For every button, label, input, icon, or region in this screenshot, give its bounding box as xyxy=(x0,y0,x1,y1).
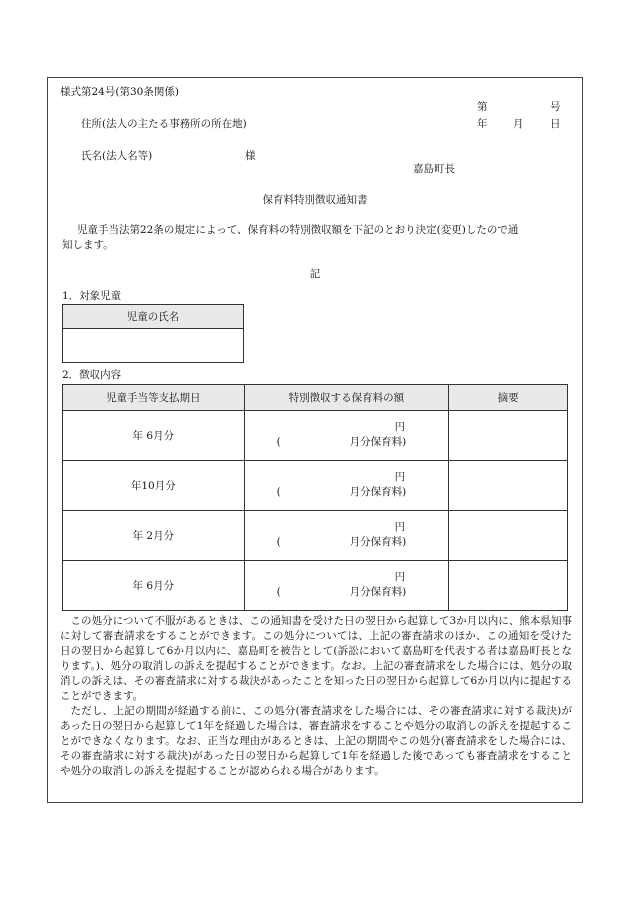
notice-text xyxy=(60,614,572,779)
header-amount: 特別徴収する保育料の額 xyxy=(244,385,449,411)
document-title: 保育料特別徴収通知書 xyxy=(262,194,368,206)
month-detail: 月分保育料) xyxy=(349,586,407,598)
period-cell: 年10月分 xyxy=(63,461,245,511)
table-row xyxy=(63,511,568,561)
name-label: 氏名(法人名等) xyxy=(81,150,153,162)
remarks-cell xyxy=(449,511,568,561)
form-id: 様式第24号(第30条関係) xyxy=(60,86,179,98)
table-row xyxy=(63,561,568,611)
remarks-cell xyxy=(449,411,568,461)
notice-paragraph-2: ただし、上記の期間が経過する前に、この処分(審査請求をした場合には、その審査請求に対する裁決)があった日の翌日から起算して1年を経過した場合は、審査請求をすることや処分の取消しの訴えを提起することができなくなります。なお、正当な理由があるときは、上記の期間やこの処分(審査請求をした場合には、その審査請求に対する裁決)があった日の翌日から起算して1年を経過した後であっても審査請求をすることや処分の取消しの訴えを提起することが認められる場合があります。 xyxy=(60,705,572,777)
amount-cell xyxy=(244,561,449,611)
open-paren: ( xyxy=(276,486,281,498)
remarks-cell xyxy=(449,461,568,511)
yen-unit: 円 xyxy=(394,571,406,583)
section1-label: 1．対象児童 xyxy=(62,290,122,302)
amount-cell xyxy=(244,511,449,561)
notice-paragraph-1: この処分について不服があるときは、この通知書を受けた日の翌日から起算して3か月以内に、熊本県知事に対して審査請求をすることができます。この処分については、上記の審査請求のほか、この通知を受けた日の翌日から起算して6か月以内に、嘉島町を被告として(訴訟において嘉島町を代表する者は嘉島町長となります。)、処分の取消しの訴えを提起することができます。なお、上記の審査請求をした場合には、処分の取消しの訴えは、その審査請求に対する裁決があったことを知った日の翌日から起算して6か月以内に提起することができます。 xyxy=(60,615,572,702)
amount-cell xyxy=(244,411,449,461)
remarks-cell xyxy=(449,561,568,611)
date-year: 年 xyxy=(477,118,488,130)
honorific: 様 xyxy=(245,150,256,162)
table-row xyxy=(63,411,568,461)
date-day: 日 xyxy=(550,118,561,130)
month-detail: 月分保育料) xyxy=(349,436,407,448)
yen-unit: 円 xyxy=(394,521,406,533)
child-name-header: 児童の氏名 xyxy=(63,305,244,329)
section2-label: 2．徴収内容 xyxy=(62,369,122,381)
header-remarks: 摘要 xyxy=(449,385,568,411)
intro-line-1: 児童手当法第22条の規定によって、保育料の特別徴収額を下記のとおり決定(変更)したので通 xyxy=(77,224,519,236)
period-cell: 年 6月分 xyxy=(63,561,245,611)
date-month: 月 xyxy=(513,118,524,130)
yen-unit: 円 xyxy=(394,421,406,433)
doc-number-dai: 第 xyxy=(477,101,488,113)
open-paren: ( xyxy=(276,586,281,598)
child-name-cell xyxy=(63,329,244,363)
header-payment-date: 児童手当等支払期日 xyxy=(63,385,245,411)
open-paren: ( xyxy=(276,436,281,448)
period-cell: 年 2月分 xyxy=(63,511,245,561)
month-detail: 月分保育料) xyxy=(349,536,407,548)
amount-cell xyxy=(244,461,449,511)
open-paren: ( xyxy=(276,536,281,548)
table-row xyxy=(63,461,568,511)
collection-table xyxy=(62,384,568,611)
yen-unit: 円 xyxy=(394,471,406,483)
child-table xyxy=(62,304,244,363)
month-detail: 月分保育料) xyxy=(349,486,407,498)
ki-mark: 記 xyxy=(309,268,321,280)
intro-line-2: 知します。 xyxy=(62,239,114,251)
issuer: 嘉島町長 xyxy=(413,163,455,175)
address-label: 住所(法人の主たる事務所の所在地) xyxy=(81,118,247,130)
period-cell: 年 6月分 xyxy=(63,411,245,461)
doc-number-go: 号 xyxy=(550,101,561,113)
